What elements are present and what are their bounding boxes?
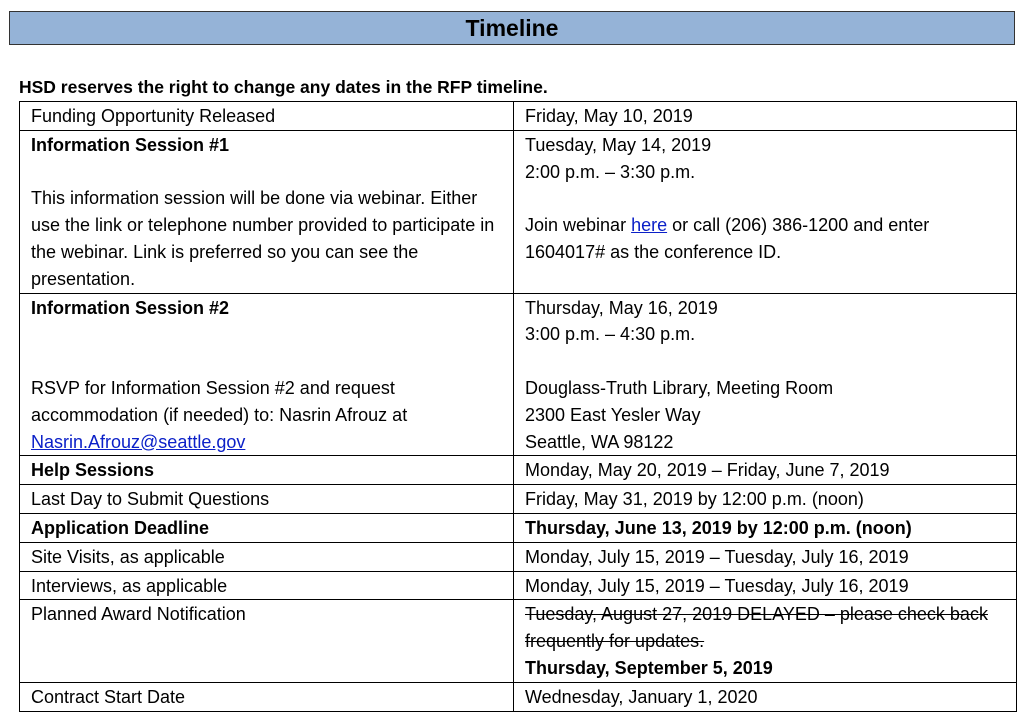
location-line: Douglass-Truth Library, Meeting Room (525, 377, 834, 398)
table-row (20, 485, 1017, 514)
event-cell (20, 130, 514, 293)
event-cell: Application Deadline (20, 513, 514, 542)
rsvp-text: RSVP for Information Session #2 and request accommodation (if needed) to: Nasrin Afrouz at (31, 377, 408, 425)
date-cell: Friday, May 31, 2019 by 12:00 p.m. (noon) (514, 485, 1017, 514)
time-text: 2:00 p.m. – 3:30 p.m. (525, 161, 696, 182)
event-cell: Interviews, as applicable (20, 571, 514, 600)
event-note (31, 375, 502, 455)
join-text (525, 212, 1005, 266)
timeline-title: Timeline (9, 11, 1015, 45)
date-cell (514, 293, 1017, 456)
date-text: Thursday, May 16, 2019 (525, 297, 718, 318)
event-title: Information Session #2 (31, 297, 230, 318)
event-title: Information Session #1 (31, 134, 230, 155)
join-suffix: or call (206) 386-1200 and enter 1604017# as the conference ID. (525, 215, 930, 262)
event-cell (20, 293, 514, 456)
table-row (20, 456, 1017, 485)
event-cell: Site Visits, as applicable (20, 542, 514, 571)
location-line: 2300 East Yesler Way (525, 404, 701, 425)
date-cell: Monday, May 20, 2019 – Friday, June 7, 2019 (514, 456, 1017, 485)
event-cell: Help Sessions (20, 456, 514, 485)
timeline-table (19, 101, 1017, 712)
join-prefix: Join webinar (525, 215, 632, 236)
date-cell: Friday, May 10, 2019 (514, 102, 1017, 131)
webinar-link[interactable]: here (631, 215, 668, 236)
date-text: Thursday, September 5, 2019 (525, 657, 773, 678)
table-row (20, 102, 1017, 131)
date-text: Tuesday, May 14, 2019 (525, 134, 712, 155)
table-row (20, 571, 1017, 600)
table-row (20, 542, 1017, 571)
notice-text: HSD reserves the right to change any dates in the RFP timeline. (19, 77, 548, 97)
table-row (20, 600, 1017, 682)
event-cell: Last Day to Submit Questions (20, 485, 514, 514)
date-cell: Monday, July 15, 2019 – Tuesday, July 16, 2019 (514, 542, 1017, 571)
table-row (20, 130, 1017, 293)
event-cell: Planned Award Notification (20, 600, 514, 682)
event-cell: Contract Start Date (20, 682, 514, 711)
event-note: This information session will be done via webinar. Either use the link or telephone number provided to participate in the webinar. Link is preferred so you can see the presentation. (31, 188, 495, 289)
date-cell: Monday, July 15, 2019 – Tuesday, July 16, 2019 (514, 571, 1017, 600)
location-line: Seattle, WA 98122 (525, 431, 674, 452)
date-cell: Wednesday, January 1, 2020 (514, 682, 1017, 711)
date-cell (514, 130, 1017, 293)
struck-date: Tuesday, August 27, 2019 DELAYED – please check back frequently for updates. (525, 604, 988, 652)
date-cell (514, 600, 1017, 682)
table-row (20, 682, 1017, 711)
table-row (20, 293, 1017, 456)
event-cell: Funding Opportunity Released (20, 102, 514, 131)
email-link[interactable]: Nasrin.Afrouz@seattle.gov (31, 431, 246, 452)
table-row (20, 513, 1017, 542)
time-text: 3:00 p.m. – 4:30 p.m. (525, 324, 696, 345)
date-cell: Thursday, June 13, 2019 by 12:00 p.m. (noon) (514, 513, 1017, 542)
